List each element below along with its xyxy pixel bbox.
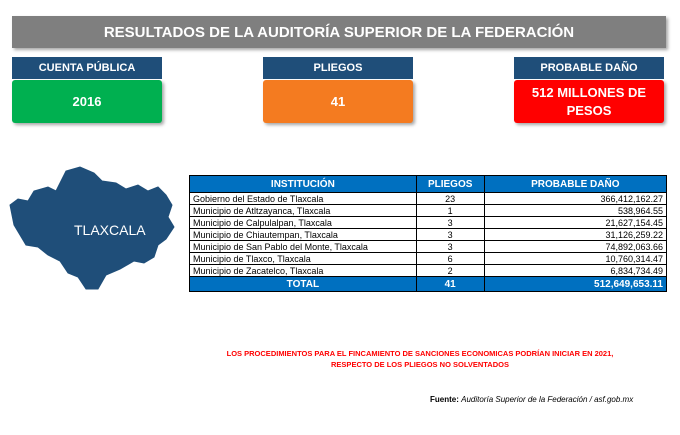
pliegos-cell: 2 [416,265,484,277]
table-row [190,241,667,253]
total-label: TOTAL [190,277,417,292]
kpi-value-pliegos: 41 [263,80,413,123]
column-header-institucion: INSTITUCIÓN [190,176,417,193]
dano-cell: 31,126,259.22 [484,229,666,241]
institucion-cell: Municipio de Zacatelco, Tlaxcala [190,265,417,277]
pliegos-cell: 3 [416,241,484,253]
kpi-value-probable-dano: 512 MILLONES DE PESOS [514,80,664,123]
table-total-row [190,277,667,292]
page-title: RESULTADOS DE LA AUDITORÍA SUPERIOR DE LA FEDERACIÓN [12,16,666,48]
source-credit [430,395,633,404]
dano-cell: 538,964.55 [484,205,666,217]
total-pliegos: 41 [416,277,484,292]
dano-cell: 74,892,063.66 [484,241,666,253]
pliegos-cell: 3 [416,217,484,229]
table-row [190,253,667,265]
kpi-label-pliegos: PLIEGOS [263,57,413,79]
table-row [190,205,667,217]
kpi-label-probable-dano: PROBABLE DAÑO [514,57,664,79]
results-table [189,175,667,292]
pliegos-cell: 3 [416,229,484,241]
pliegos-cell: 1 [416,205,484,217]
map-label: TLAXCALA [74,222,146,238]
kpi-value-cuenta-publica: 2016 [12,80,162,123]
pliegos-cell: 6 [416,253,484,265]
dano-cell: 366,412,162.27 [484,193,666,205]
dano-cell: 6,834,734.49 [484,265,666,277]
institucion-cell: Municipio de Tlaxco, Tlaxcala [190,253,417,265]
pliegos-cell: 23 [416,193,484,205]
dano-cell: 10,760,314.47 [484,253,666,265]
table-row [190,217,667,229]
source-text: Auditoría Superior de la Federación / asf.gob.mx [461,395,634,404]
dano-cell: 21,627,154.45 [484,217,666,229]
institucion-cell: Municipio de Atltzayanca, Tlaxcala [190,205,417,217]
warning-note-line-1: LOS PROCEDIMIENTOS PARA EL FINCAMIENTO DE SANCIONES ECONOMICAS PODRÍAN INICIAR EN 2021, [226,349,614,358]
column-header-pliegos: PLIEGOS [416,176,484,193]
table-row [190,265,667,277]
institucion-cell: Municipio de Calpulalpan, Tlaxcala [190,217,417,229]
institucion-cell: Gobierno del Estado de Tlaxcala [190,193,417,205]
table-row [190,193,667,205]
institucion-cell: Municipio de Chiautempan, Tlaxcala [190,229,417,241]
kpi-label-cuenta-publica: CUENTA PÚBLICA [12,57,162,79]
table-row [190,229,667,241]
warning-note-line-2: RESPECTO DE LOS PLIEGOS NO SOLVENTADOS [331,360,509,369]
table-header-row [190,176,667,193]
column-header-probable-dano: PROBABLE DAÑO [484,176,666,193]
institucion-cell: Municipio de San Pablo del Monte, Tlaxcala [190,241,417,253]
total-dano: 512,649,653.11 [484,277,666,292]
source-label: Fuente: [430,395,459,404]
